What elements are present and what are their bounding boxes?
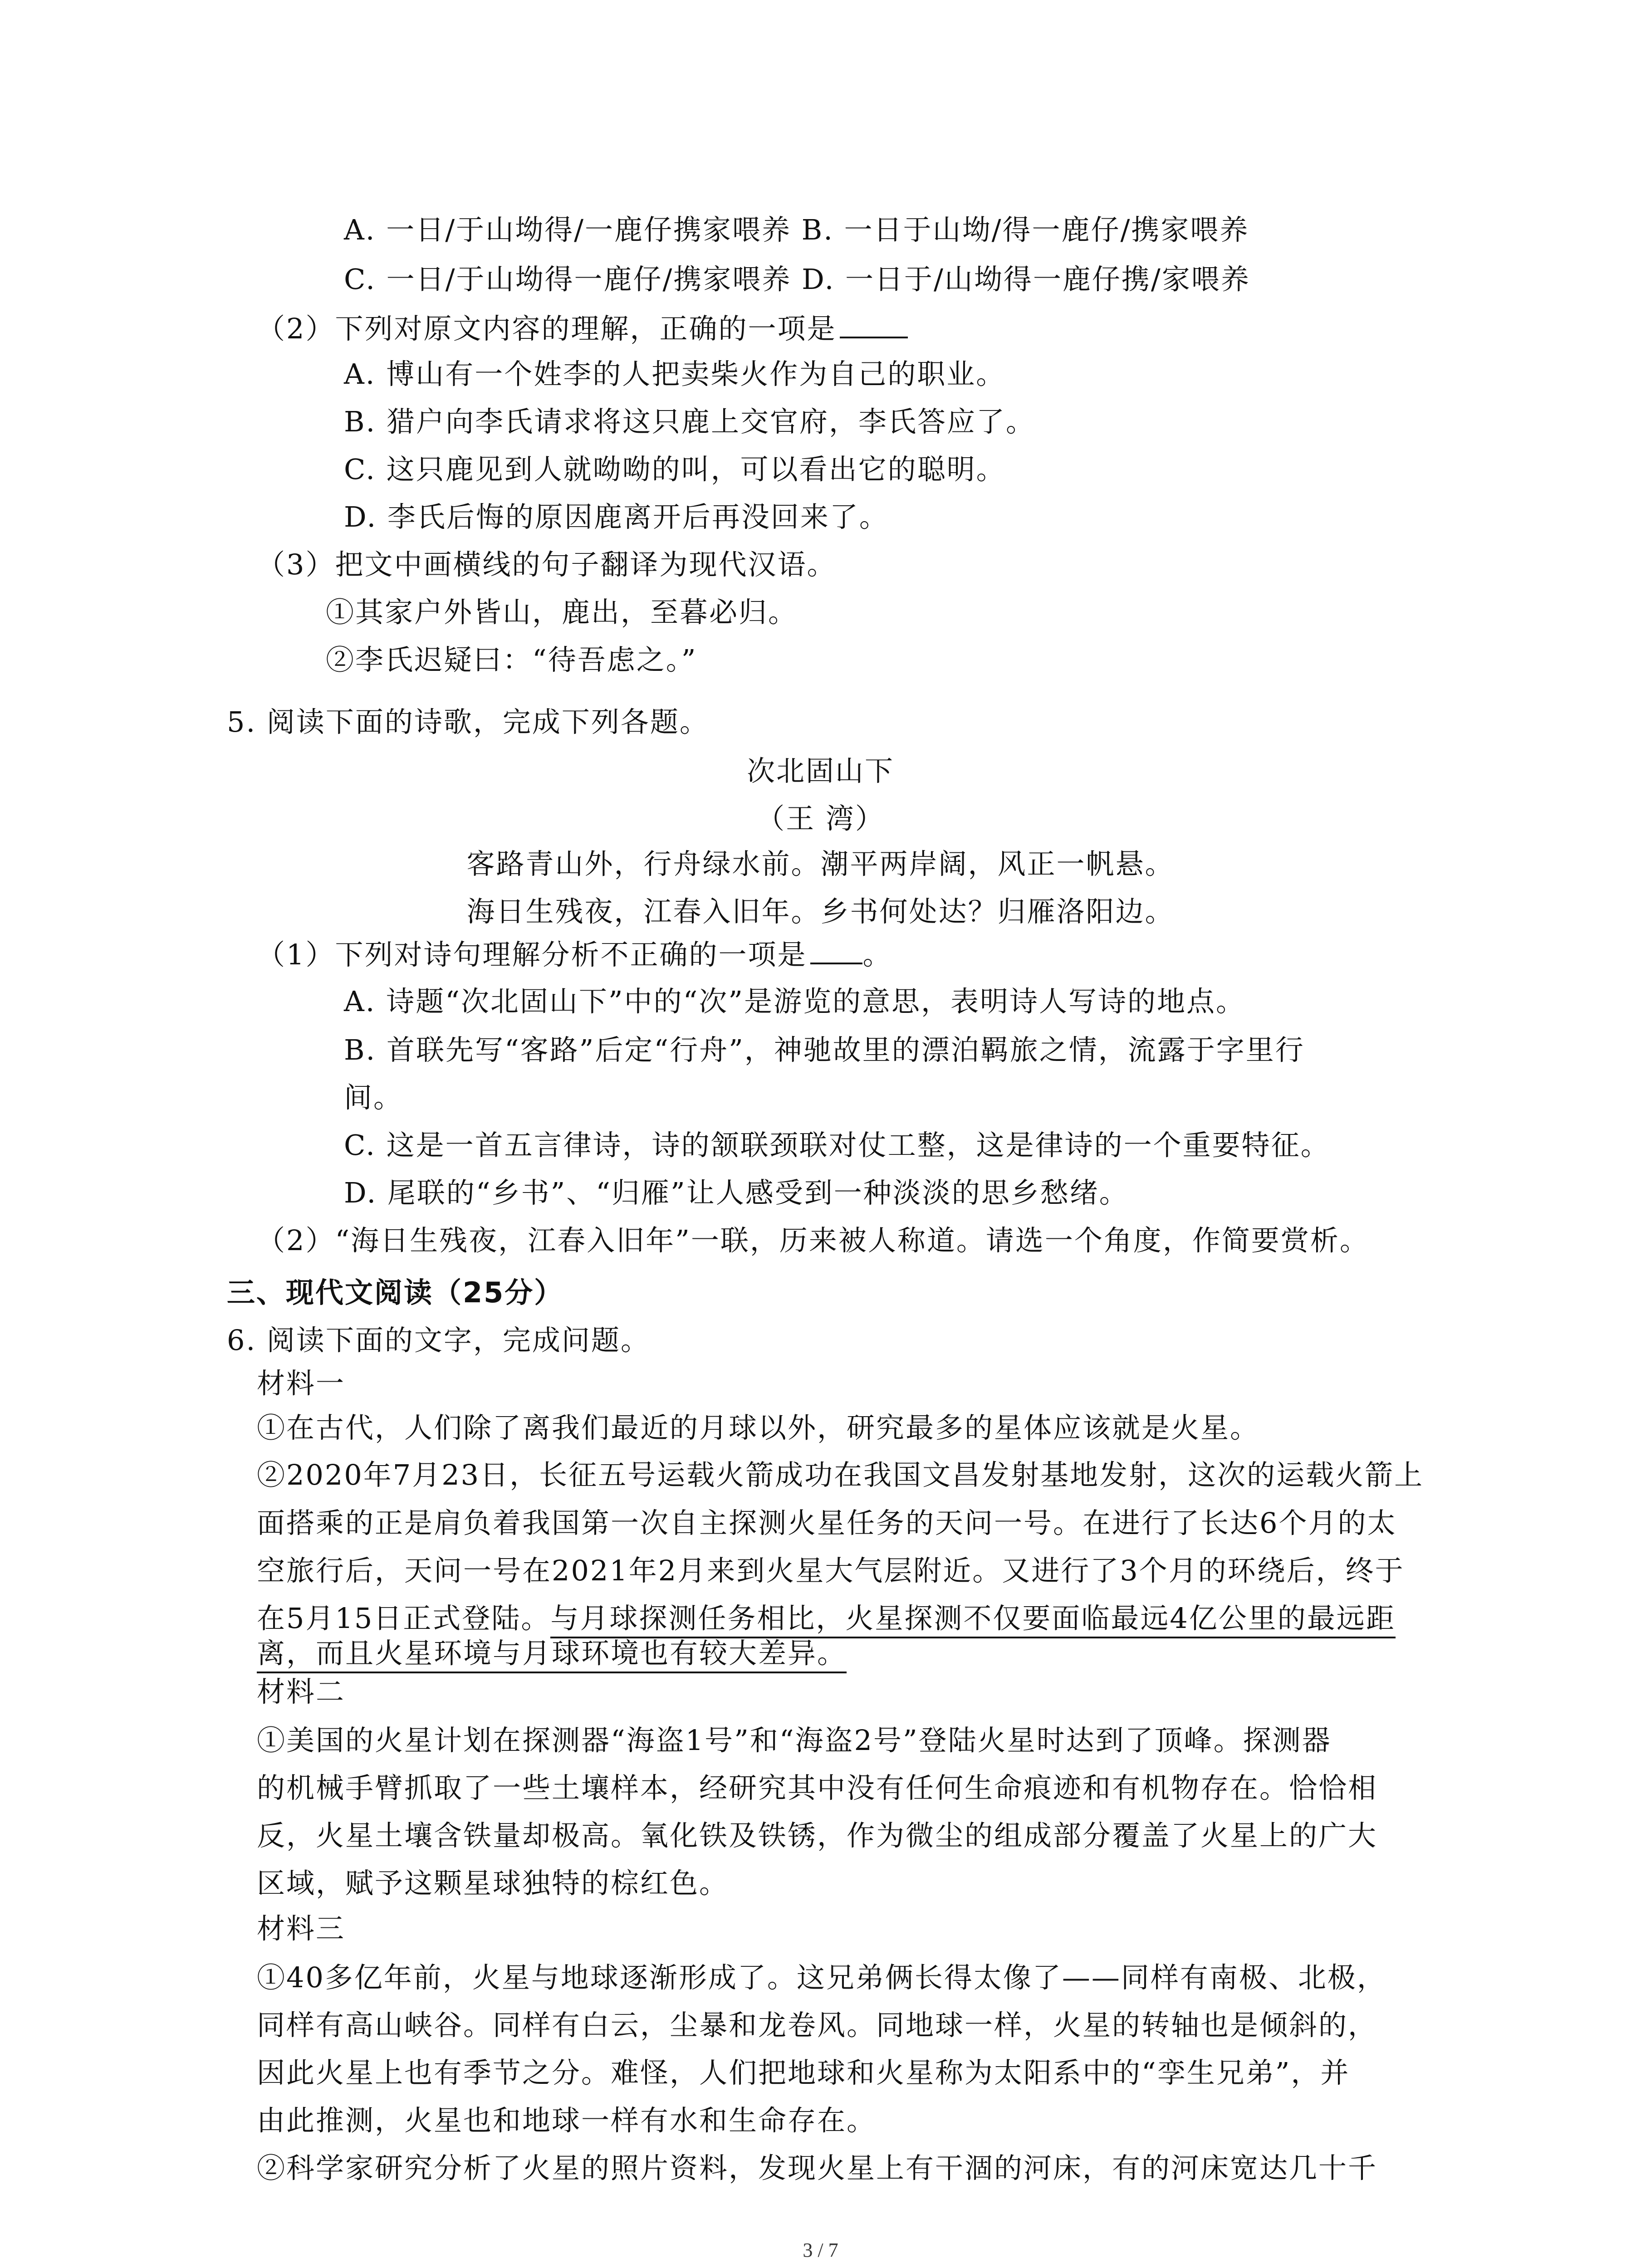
material-2-line-4: 区域，赋予这颗星球独特的棕红色。: [257, 1867, 729, 1900]
q4-sub2-option-b: B. 猎户向李氏请求将这只鹿上交官府，李氏答应了。: [344, 405, 1035, 438]
underlined-sentence: 与月球探测任务相比，火星探测不仅要面临最远4亿公里的最远距: [550, 1602, 1395, 1638]
poem-line-1: 客路青山外，行舟绿水前。潮平两岸阔，风正一帆悬。: [466, 847, 1175, 880]
poem-line-2: 海日生残夜，江春入旧年。乡书何处达？归雁洛阳边。: [466, 895, 1175, 928]
material-3-line-2: 同样有高山峡谷。同样有白云，尘暴和龙卷风。同地球一样，火星的转轴也是倾斜的，: [257, 2009, 1378, 2042]
material-3-label: 材料三: [257, 1912, 346, 1945]
q4-sub2-stem-text: （2）下列对原文内容的理解，正确的一项是: [257, 312, 837, 345]
q5-sub1-stem: [257, 934, 892, 973]
material-2-label: 材料二: [257, 1675, 346, 1708]
q4-sub2-option-c: C. 这只鹿见到人就呦呦的叫，可以看出它的聪明。: [344, 453, 1006, 486]
q4-option-ab: A. 一日/于山坳得/一鹿仔携家喂养 B. 一日于山坳/得一鹿仔/携家喂养: [344, 213, 1249, 246]
page-number: 3 / 7: [803, 2239, 838, 2261]
material-3-line-4: 由此推测，火星也和地球一样有水和生命存在。: [257, 2104, 877, 2137]
material-2-line-3: 反，火星土壤含铁量却极高。氧化铁及铁锈，作为微尘的组成部分覆盖了火星上的广大: [257, 1819, 1378, 1852]
q5-sub1-stem-text: （1）下列对诗句理解分析不正确的一项是: [257, 938, 807, 971]
q4-sub3-stem: （3）把文中画横线的句子翻译为现代汉语。: [257, 548, 837, 581]
poem-title: 次北固山下: [746, 754, 894, 787]
poem-author: （王 湾）: [756, 802, 885, 835]
q4-sub3-item-2: ②李氏迟疑曰：“待吾虑之。”: [326, 643, 697, 676]
material-1-para-2-line-5: [257, 1635, 847, 1672]
material-1-text: 在5月15日正式登陆。: [257, 1602, 551, 1635]
answer-blank: [840, 308, 908, 338]
q5-sub1-option-b-line-2: 间。: [344, 1081, 403, 1114]
q5-sub1-option-c: C. 这是一首五言律诗，诗的颔联颈联对仗工整，这是律诗的一个重要特征。: [344, 1129, 1330, 1162]
underlined-sentence-continued: 离，而且火星环境与月球环境也有较大差异。: [257, 1637, 847, 1673]
material-1-para-2-line-2: 面搭乘的正是肩负着我国第一次自主探测火星任务的天问一号。在进行了长达6个月的太: [257, 1506, 1397, 1540]
material-1-para-2-line-4: [257, 1600, 1396, 1637]
q4-sub2-option-a: A. 博山有一个姓李的人把卖柴火作为自己的职业。: [344, 357, 1006, 391]
q5-stem: 5. 阅读下面的诗歌，完成下列各题。: [227, 705, 709, 738]
q4-sub2-stem: [257, 308, 908, 347]
q5-sub1-option-a: A. 诗题“次北固山下”中的“次”是游览的意思，表明诗人写诗的地点。: [344, 985, 1245, 1018]
q5-sub1-stem-end: 。: [862, 938, 892, 971]
section-heading: 三、现代文阅读（25分）: [227, 1276, 564, 1309]
material-1-label: 材料一: [257, 1367, 346, 1400]
answer-blank: [810, 934, 862, 964]
material-1-para-2-line-1: ②2020年7月23日，长征五号运载火箭成功在我国文昌发射基地发射，这次的运载火箭上: [257, 1458, 1424, 1491]
material-1-para-1: ①在古代，人们除了离我们最近的月球以外，研究最多的星体应该就是火星。: [257, 1411, 1260, 1444]
q4-sub3-item-1: ①其家户外皆山，鹿出，至暮必归。: [326, 596, 798, 629]
material-2-line-2: 的机械手臂抓取了一些土壤样本，经研究其中没有任何生命痕迹和有机物存在。恰恰相: [257, 1771, 1378, 1804]
q5-sub1-option-b-line-1: B. 首联先写“客路”后定“行舟”，神驰故里的漂泊羁旅之情，流露于字里行: [344, 1033, 1305, 1066]
q6-stem: 6. 阅读下面的文字，完成问题。: [227, 1324, 650, 1357]
q5-sub2: （2）“海日生残夜，江春入旧年”一联，历来被人称道。请选一个角度，作简要赏析。: [257, 1224, 1369, 1257]
q5-sub1-option-d: D. 尾联的“乡书”、“归雁”让人感受到一种淡淡的思乡愁绪。: [344, 1176, 1129, 1209]
material-3-line-3: 因此火星上也有季节之分。难怪，人们把地球和火星称为太阳系中的“孪生兄弟”，并: [257, 2056, 1350, 2089]
material-3-line-1: ①40多亿年前，火星与地球逐渐形成了。这兄弟俩长得太像了——同样有南极、北极，: [257, 1961, 1386, 1994]
material-3-line-5: ②科学家研究分析了火星的照片资料，发现火星上有干涸的河床，有的河床宽达几十千: [257, 2151, 1378, 2185]
q4-option-cd: C. 一日/于山坳得一鹿仔/携家喂养 D. 一日于/山坳得一鹿仔携/家喂养: [344, 263, 1250, 296]
q4-sub2-option-d: D. 李氏后悔的原因鹿离开后再没回来了。: [344, 500, 889, 533]
material-2-line-1: ①美国的火星计划在探测器“海盗1号”和“海盗2号”登陆火星时达到了顶峰。探测器: [257, 1724, 1332, 1757]
material-1-para-2-line-3: 空旅行后，天问一号在2021年2月来到火星大气层附近。又进行了3个月的环绕后，终于: [257, 1554, 1405, 1587]
